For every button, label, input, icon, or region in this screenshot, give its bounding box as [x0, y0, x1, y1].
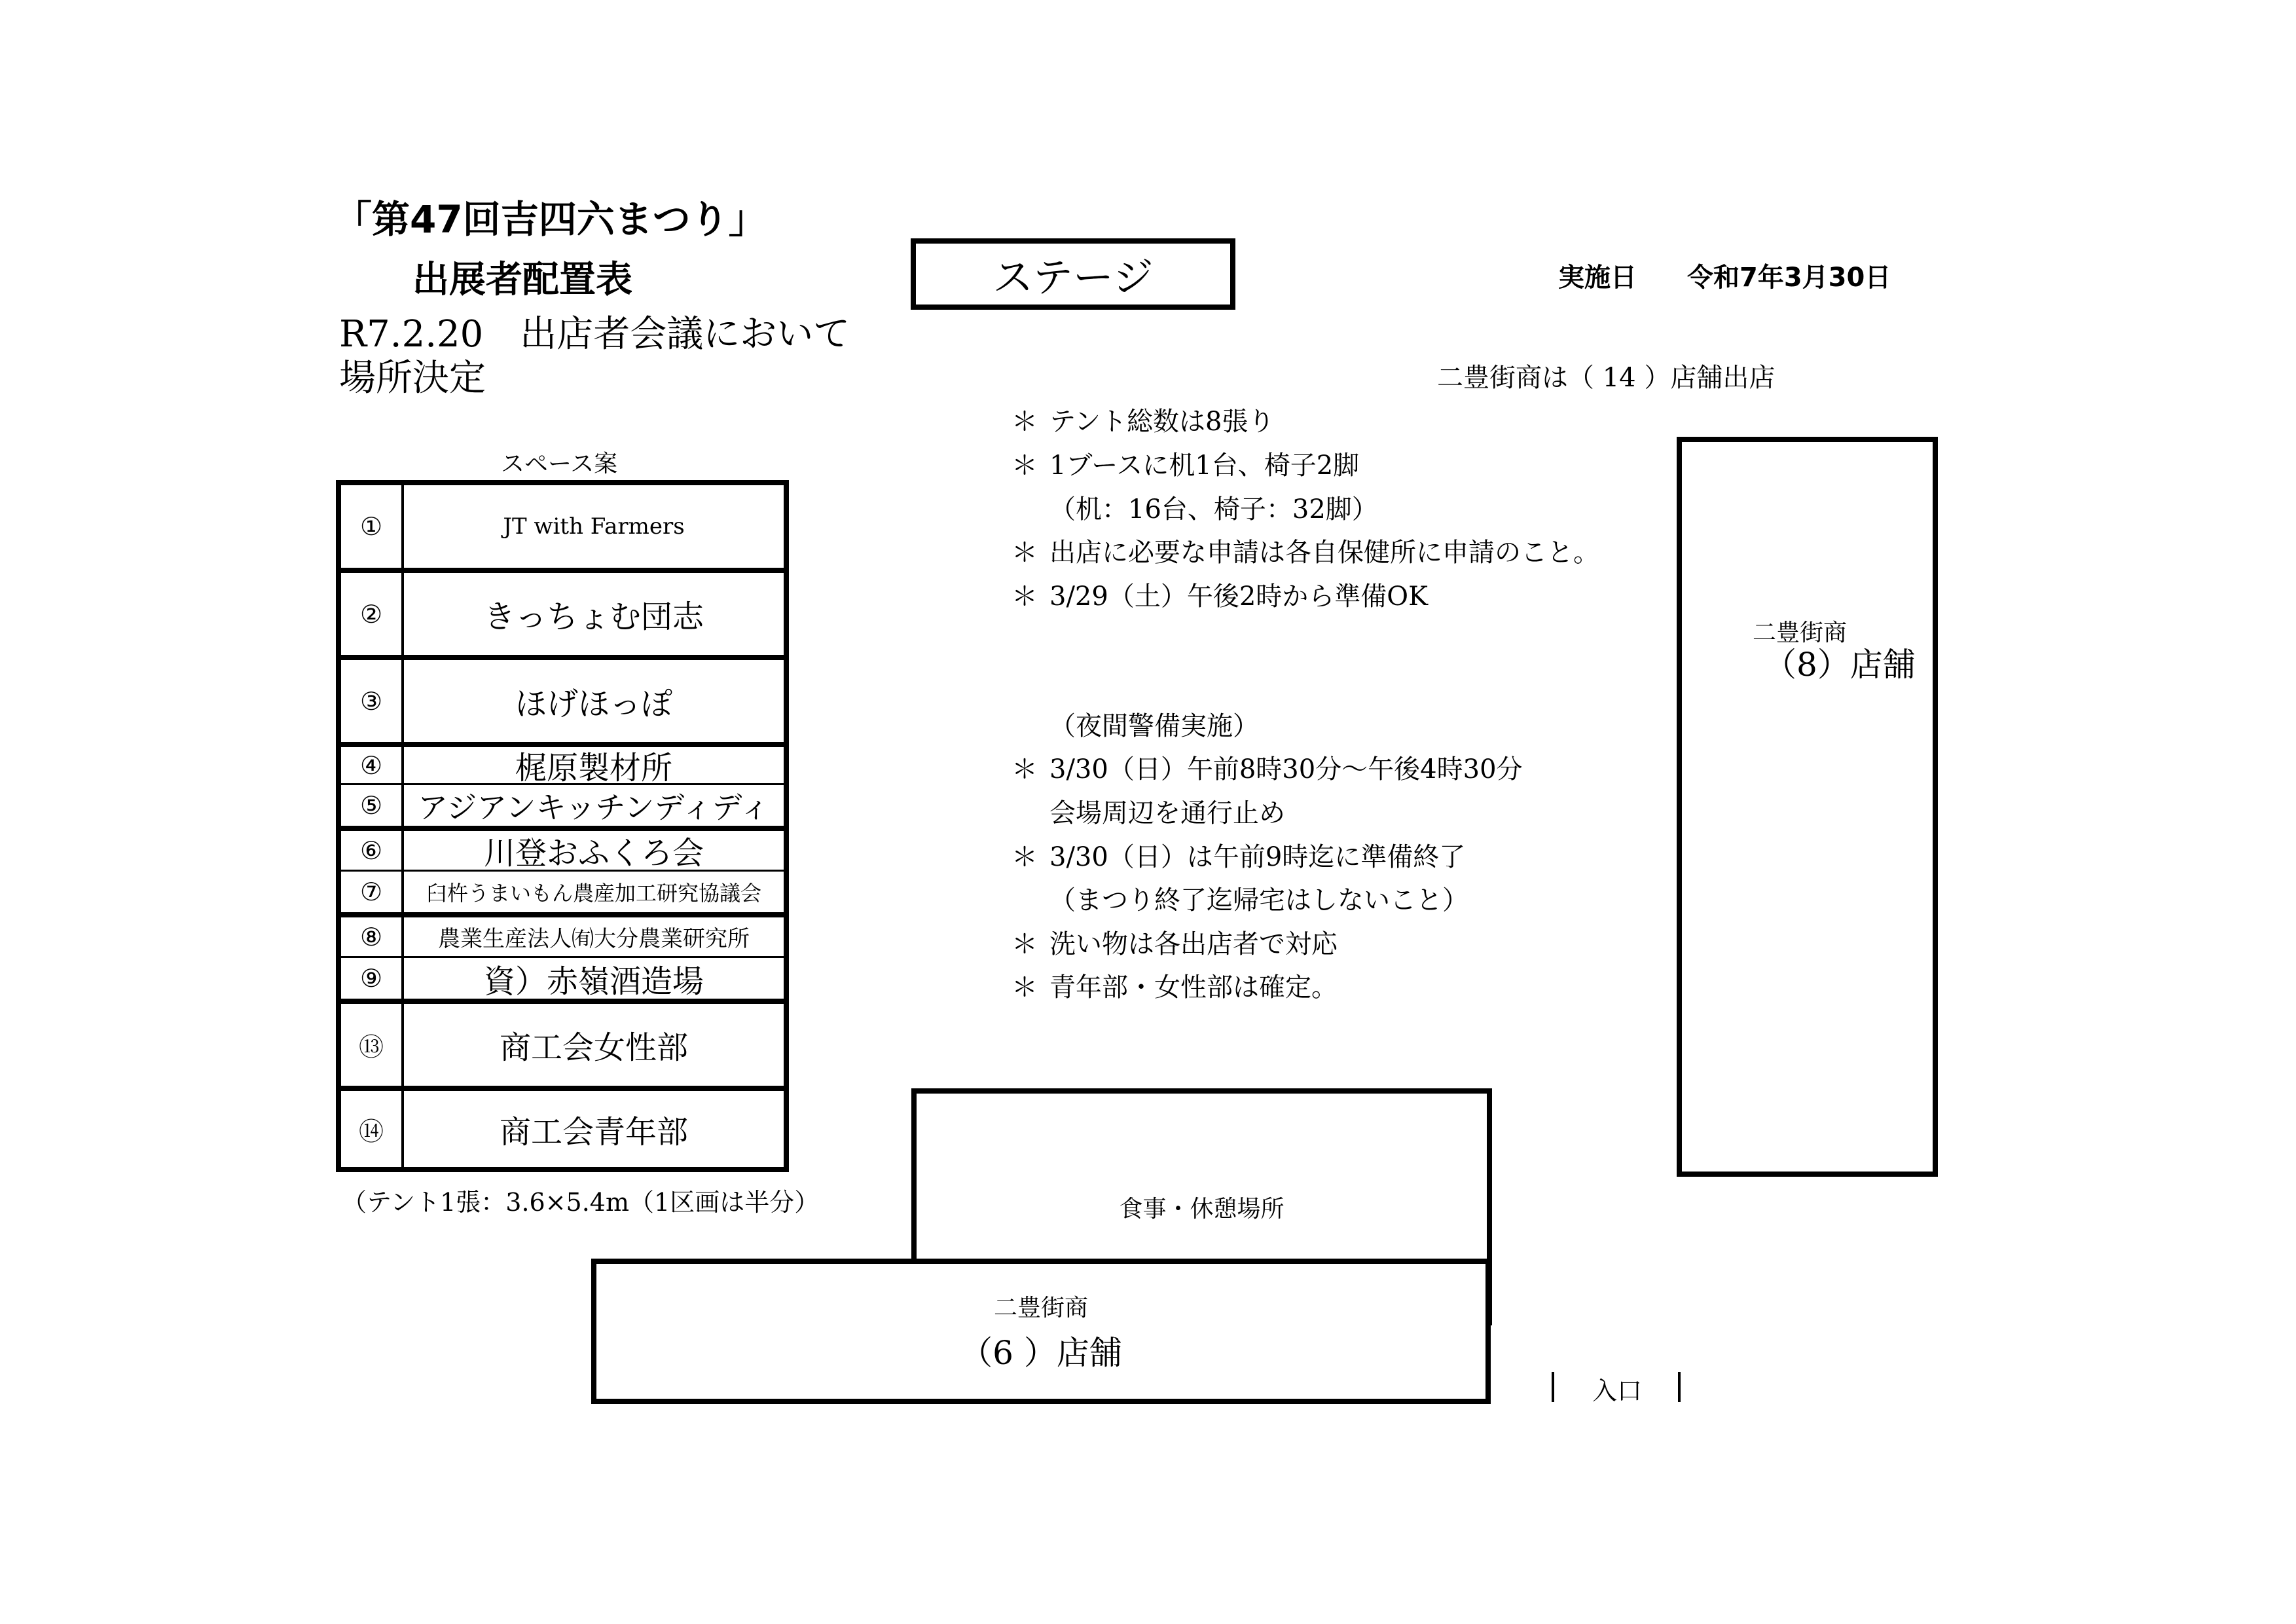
- vendor-group-label: 二豊街商: [993, 1294, 1088, 1321]
- note-item: ＊ 3/30（日）は午前9時迄に準備終了: [1011, 836, 1465, 874]
- note-item: ＊ 出店に必要な申請は各自保健所に申請のこと。: [1011, 532, 1599, 569]
- note-item: （机：16台、椅子：32脚）: [1049, 494, 1378, 525]
- note-item: ＊ 3/30（日）午前8時30分～午後4時30分: [1011, 748, 1523, 786]
- table-row: [341, 568, 784, 655]
- booth-name: 商工会青年部: [499, 1113, 688, 1151]
- booth-table: [336, 480, 789, 1172]
- booth-number: ⑥: [341, 831, 404, 870]
- asterisk-icon: ＊: [1011, 842, 1038, 872]
- asterisk-icon: ＊: [1011, 538, 1038, 568]
- decision-note-line2: 場所決定: [339, 357, 486, 399]
- table-row: [341, 1086, 784, 1167]
- booth-name: アジアンキッチンディディ: [418, 790, 770, 825]
- entrance-label: 入口: [1592, 1376, 1643, 1405]
- booth-number: ②: [341, 573, 404, 655]
- booth-number: ①: [341, 485, 404, 568]
- table-row: [341, 912, 784, 956]
- event-date-value: 令和7年3月30日: [1687, 263, 1891, 293]
- stage-label: ステージ: [993, 253, 1154, 301]
- note-item: ＊ 青年部・女性部は確定。: [1011, 967, 1338, 1004]
- booth-name: 商工会女性部: [499, 1029, 688, 1066]
- event-date-label: 実施日: [1558, 263, 1637, 293]
- table-row: [341, 783, 784, 826]
- vendors-total-note: 二豊街商は（ 14 ）店舗出店: [1437, 363, 1776, 393]
- asterisk-icon: ＊: [1011, 754, 1038, 784]
- layout-chart-title: 出展者配置表: [412, 259, 632, 301]
- food-rest-area-label: 食事・休憩場所: [1119, 1195, 1285, 1223]
- booth-number: ⑧: [341, 917, 404, 956]
- booth-number: ⑭: [341, 1091, 404, 1167]
- table-row: [341, 999, 784, 1086]
- entrance-left-marker: [1552, 1372, 1554, 1402]
- vendor-count-label: （8）店舗: [1764, 646, 1916, 684]
- booth-name: JT with Farmers: [503, 513, 685, 540]
- booth-number: ④: [341, 747, 404, 783]
- booth-number: ⑤: [341, 785, 404, 826]
- note-item: （まつり終了迄帰宅はしないこと）: [1049, 885, 1468, 915]
- asterisk-icon: ＊: [1011, 451, 1038, 481]
- entrance-right-marker: [1678, 1372, 1681, 1402]
- table-row: [341, 655, 784, 742]
- booth-number: ⑦: [341, 872, 404, 912]
- note-item: ＊ 3/29（土）午後2時から準備OK: [1011, 576, 1428, 613]
- stage-area: [911, 238, 1235, 310]
- table-row: [341, 485, 784, 568]
- note-item: 会場周辺を通行止め: [1049, 798, 1285, 828]
- note-item: ＊ 洗い物は各出店者で対応: [1011, 923, 1338, 961]
- booth-number: ⑬: [341, 1004, 404, 1086]
- booth-name: 臼杵うまいもん農産加工研究協議会: [426, 881, 761, 906]
- booth-name: 川登おふくろ会: [483, 835, 704, 872]
- right-vendor-block: [1677, 437, 1938, 1177]
- booth-name: 農業生産法人㈲大分農業研究所: [438, 926, 750, 952]
- asterisk-icon: ＊: [1011, 581, 1038, 612]
- table-row: [341, 956, 784, 999]
- bottom-vendor-block: [591, 1259, 1491, 1404]
- asterisk-icon: ＊: [1011, 407, 1038, 437]
- table-row: [341, 870, 784, 912]
- table-row: [341, 742, 784, 786]
- booth-name: 資）赤嶺酒造場: [483, 963, 704, 1000]
- vendor-group-label: 二豊街商: [1753, 619, 1848, 646]
- vendor-count-label: （6 ）店舗: [960, 1333, 1122, 1372]
- tent-size-footnote: （テント1張：3.6×5.4m（1区画は半分）: [342, 1188, 820, 1217]
- booth-name: きっちょむ団志: [483, 599, 704, 635]
- booth-name: ほげほっぽ: [515, 686, 672, 722]
- festival-title: 「第47回吉四六まつり」: [334, 197, 767, 242]
- booth-number: ③: [341, 660, 404, 742]
- note-item: （夜間警備実施）: [1049, 711, 1259, 741]
- space-plan-label: スペース案: [501, 451, 618, 477]
- booth-name: 梶原製材所: [515, 750, 672, 786]
- note-item: ＊ テント総数は8張り: [1011, 401, 1274, 438]
- asterisk-icon: ＊: [1011, 972, 1038, 1003]
- table-row: [341, 826, 784, 870]
- booth-number: ⑨: [341, 958, 404, 999]
- note-item: ＊ 1ブースに机1台、椅子2脚: [1011, 445, 1359, 482]
- decision-note-line1: R7.2.20 出店者会議において: [339, 313, 850, 356]
- asterisk-icon: ＊: [1011, 929, 1038, 959]
